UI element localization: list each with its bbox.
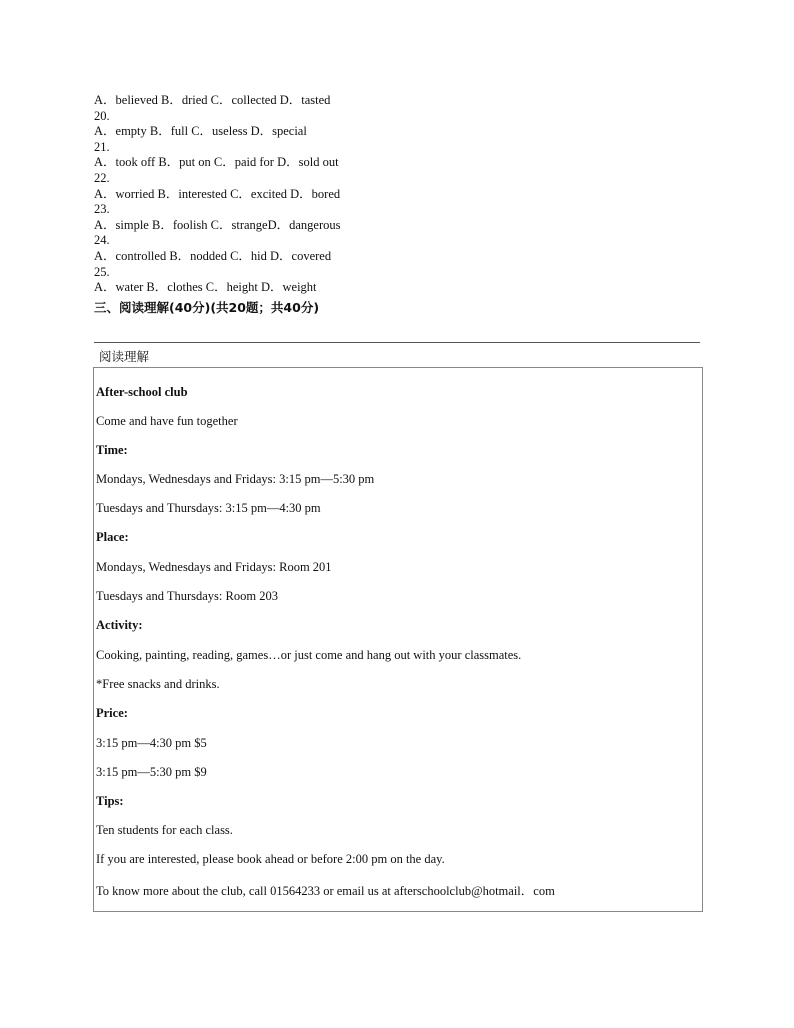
- section-title: 三、阅读理解(40分)(共20题；共40分): [94, 300, 320, 315]
- question-number: 22.: [94, 170, 110, 185]
- option-line: A．empty B．full C．useless D．special: [94, 124, 307, 139]
- option-line: A．believed B．dried C．collected D．tasted: [94, 93, 331, 107]
- activity-line: Cooking, painting, reading, games…or just come and hang out with your classmates.: [96, 648, 522, 662]
- question-number: 20.: [94, 108, 110, 123]
- divider: [94, 342, 700, 343]
- option-line: A．controlled B．nodded C．hid D．covered: [94, 248, 332, 263]
- activity-line: *Free snacks and drinks.: [96, 677, 220, 691]
- tips-line: To know more about the club, call 01564233 or email us at afterschoolclub@hotmail．com: [96, 884, 555, 898]
- tips-line: If you are interested, please book ahead or before 2:00 pm on the day.: [96, 852, 445, 866]
- time-line: Mondays, Wednesdays and Fridays: 3:15 pm—5:30 pm: [96, 472, 375, 486]
- place-line: Tuesdays and Thursdays: Room 203: [96, 589, 278, 603]
- passage-title: After-school club: [96, 385, 188, 399]
- time-heading: Time:: [96, 443, 128, 457]
- time-line: Tuesdays and Thursdays: 3:15 pm—4:30 pm: [96, 501, 321, 515]
- question-number: 21.: [94, 139, 110, 154]
- place-line: Mondays, Wednesdays and Fridays: Room 201: [96, 560, 332, 574]
- option-line: A．worried B．interested C．excited D．bored: [94, 186, 341, 201]
- price-heading: Price:: [96, 706, 128, 720]
- price-line: 3:15 pm—5:30 pm $9: [96, 765, 207, 779]
- activity-heading: Activity:: [96, 618, 143, 632]
- question-number: 25.: [94, 264, 110, 279]
- place-heading: Place:: [96, 530, 129, 544]
- panel-label: 阅读理解: [99, 349, 150, 364]
- passage-subtitle: Come and have fun together: [96, 414, 238, 428]
- tips-heading: Tips:: [96, 794, 124, 808]
- question-number: 23.: [94, 202, 110, 217]
- price-line: 3:15 pm—4:30 pm $5: [96, 736, 207, 750]
- question-number: 24.: [94, 233, 110, 248]
- answer-options: [94, 93, 694, 296]
- passage-box: [93, 367, 703, 912]
- option-line: A．water B．clothes C．height D．weight: [94, 280, 317, 295]
- option-line: A．took off B．put on C．paid for D．sold out: [94, 155, 339, 170]
- option-line: A．simple B．foolish C．strangeD．dangerous: [94, 217, 341, 232]
- tips-line: Ten students for each class.: [96, 823, 233, 837]
